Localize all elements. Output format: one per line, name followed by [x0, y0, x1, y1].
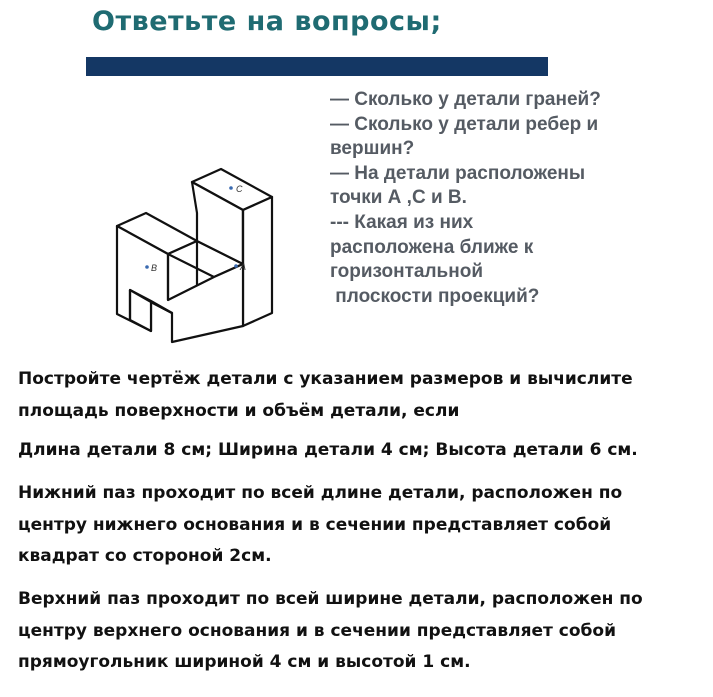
- part-isometric-drawing: [108, 160, 278, 345]
- task-upper-groove: [18, 584, 708, 679]
- question-line: горизонтальной: [330, 261, 483, 283]
- question-line: вершин?: [330, 138, 415, 160]
- upper-groove-line: Верхний паз проходит по всей ширине детали, расположен по: [18, 589, 643, 609]
- upper-groove-line: прямоугольник шириной 4 см и высотой 1 см.: [18, 652, 471, 672]
- task-dimensions: [18, 435, 708, 467]
- point-a-label: A: [240, 262, 247, 272]
- question-line: точки А ,С и В.: [330, 187, 467, 209]
- task-intro: [18, 364, 708, 427]
- question-line: — Сколько у детали граней?: [330, 89, 601, 110]
- question-line: расположена ближе к: [330, 236, 534, 258]
- lower-groove-line: центру нижнего основания и в сечении представляет собой: [18, 514, 612, 535]
- lower-groove-line: квадрат со стороной 2см.: [18, 546, 272, 566]
- point-c-label: C: [236, 184, 243, 194]
- task-lower-groove: [18, 478, 708, 573]
- task-dimensions-line: Длина детали 8 см; Ширина детали 4 см; Высота детали 6 см.: [18, 440, 638, 460]
- point-b-label: B: [151, 263, 158, 273]
- questions-list: [330, 88, 700, 309]
- question-line: — На детали расположены: [330, 162, 586, 184]
- question-line: — Сколько у детали ребер и: [330, 113, 599, 135]
- lower-groove-line: Нижний паз проходит по всей длине детали, расположен по: [18, 483, 623, 503]
- upper-groove-line: центру верхнего основания и в сечении представляет собой: [18, 620, 616, 641]
- task-intro-line: Постройте чертёж детали с указанием размеров и вычислите: [18, 369, 633, 389]
- question-line: --- Какая из них: [330, 211, 474, 233]
- part-right-side-face: [243, 197, 272, 326]
- slide-title: Ответьте на вопросы;: [92, 6, 442, 37]
- title-underline-bar: [86, 57, 548, 76]
- task-intro-line: площадь поверхности и объём детали, если: [18, 400, 460, 421]
- question-line: плоскости проекций?: [330, 285, 540, 307]
